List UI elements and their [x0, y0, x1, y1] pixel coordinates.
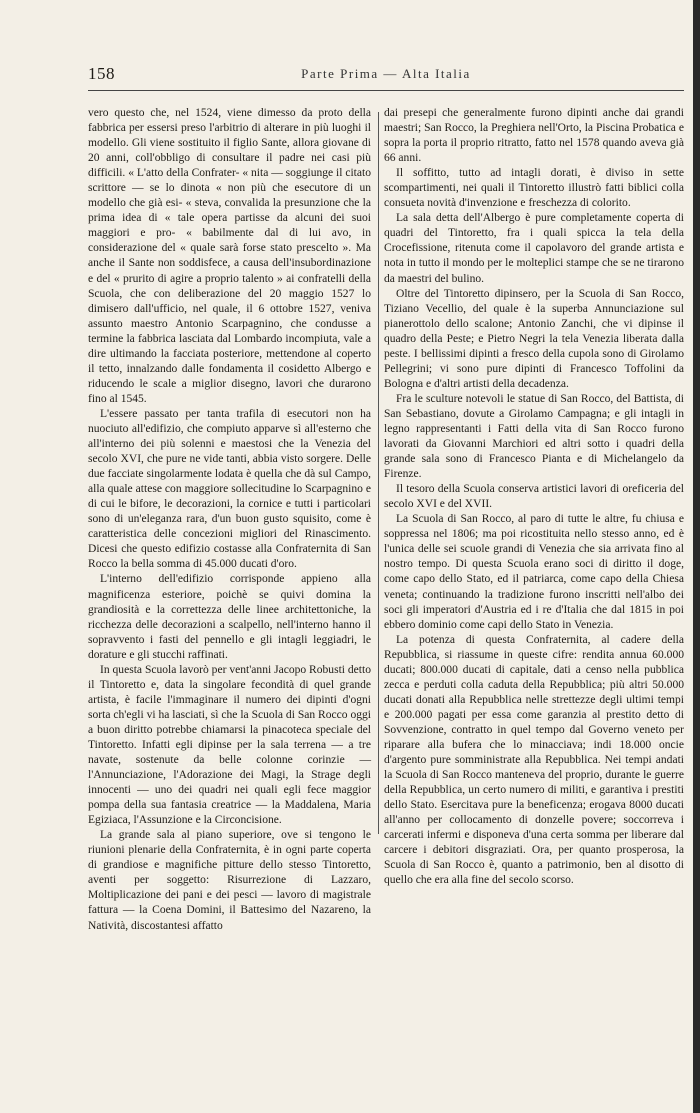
paragraph: Fra le sculture notevoli le statue di San Rocco, del Battista, di San Sebastiano, dovute a Girolamo Campagna; e gli intagli in legno rappresentanti i Fatti della vita di San Rocco furono lavorati da Giovanni Marchiori ed altri sotto i quadri della grande sala sono di Francesco Pianta e di Michelangelo da Firenze. — [384, 392, 684, 481]
paragraph: La potenza di questa Confraternita, al cadere della Repubblica, si riassume in queste cifre: rendita annua 60.000 ducati; 800.000 ducati di capitale, dati a censo nella pubblica zecca e perduti colla caduta della Repubblica; più altri 50.000 ducati donati alla Repubblica nelle strettezze degli ultimi tempi e 200.000 pagati per essa come garanzia al prestito detto di Sovvenzione, contratto in quel tempo dal Governo veneto per riparare alla bufera che lo minacciava; indi 18.000 oncie d'argento pure somministrate alla Repubblica. Nei tempi andati la Scuola di San Rocco manteneva del proprio, durante le guerre della Repubblica, un certo numero di militi, e garantiva i prestiti dello Stato. Esercitava pure la beneficenza; erogava 8000 ducati all'anno per collocamento di donzelle povere; soccorreva i carcerati infermi e disponeva d'una certa somma per liberare dal carcere i debitori disgraziati. Ora, per quanto prosperosa, la Scuola di San Rocco è, quanto a patrimonio, ben al disotto di quello che era alla fine del secolo scorso. — [384, 633, 684, 887]
scan-edge — [693, 0, 700, 1113]
paragraph: vero questo che, nel 1524, viene dimesso da proto della fabbrica per essersi preso l'arbitrio di alterare in più luoghi il modello. Gli viene sostituito il figlio Sante, allora giovane di 20 anni, coll'obbligo di consultare il padre nei casi più difficili. « L'atto della Confrater- « nita — soggiunge il citato scrittore — se lo dinota « non più che esecutore di un modello che già esi- « steva, convalida la presunzione che la prima idea di « tale opera partisse da alcuni dei suoi maggiori e pro- « babilmente dal di lui avo, in considerazione del « quale sarà forse stato prescelto ». Ma anche il Sante non soddisfece, a causa dell'insubordinazione e del « prurito di agire a proprio talento » ai confratelli della Scuola, che con deliberazione del 20 maggio 1527 lo dimisero dall'ufficio, nel quale, il 6 ottobre 1527, veniva assunto maestro Antonio Scarpagnino, che condusse a termine la fabbrica lasciata dal Lombardo incompiuta, vale a dire ultimando la facciata posteriore, mettendone al coperto il tetto, innalzando dalle fondamenta il cosidetto Albergo e riducendo le scale a miglior disegno, lavori che durarono fino al 1545. — [88, 107, 371, 405]
left-column — [88, 106, 371, 934]
running-head: Parte Prima — Alta Italia — [301, 66, 471, 81]
page-number: 158 — [88, 64, 115, 83]
paragraph: dai presepi che generalmente furono dipinti anche dai grandi maestri; San Rocco, la Preghiera nell'Orto, la Piscina Probatica e sopra la porta il proprio ritratto, fatto nel 1578 quando aveva già 66 anni. — [384, 107, 684, 165]
paragraph: Oltre del Tintoretto dipinsero, per la Scuola di San Rocco, Tiziano Vecellio, del quale è la superba Annunciazione sul pianerottolo dello scalone; Antonio Zanchi, che vi dipinse il quadro della Peste; e Pietro Negri la tela Venezia liberata dalla peste. I bellissimi dipinti a fresco della cupola sono di Girolamo Pellegrini; vi sono pure dipinti di Francesco Toffolini da Bologna e d'altri artisti della decadenza. — [384, 287, 684, 390]
paragraph: Il tesoro della Scuola conserva artistici lavori di oreficeria del secolo XVI e del XVII. — [384, 483, 684, 511]
column-divider — [378, 112, 379, 834]
paragraph: In questa Scuola lavorò per vent'anni Jacopo Robusti detto il Tintoretto e, data la singolare fecondità di quel grande artista, è facile l'immaginare il numero dei dipinti d'ogni sorta ch'egli vi ha lasciati, sì che la Scuola di San Rocco oggi a buon diritto potrebbe chiamarsi la pinacoteca speciale del Tintoretto. Infatti egli dipinse per la sala terrena — a tre navate, sostenute da belle colonne corinzie — l'Annunciazione, l'Adorazione dei Magi, la Strage degli innocenti — uno dei quadri nei quali egli fece maggior pompa della sua fantasia creatrice — la Maddalena, Maria Egiziaca, l'Assunzione e la Circoncisione. — [88, 663, 371, 827]
paragraph: La sala detta dell'Albergo è pure completamente coperta di quadri del Tintoretto, fra i quali spicca la tela della Crocefissione, ritenuta come il capolavoro del grande artista e nota in tutto il mondo per le molteplici stampe che se ne tirarono da maestri del bulino. — [384, 212, 684, 285]
paragraph: L'essere passato per tanta trafila di esecutori non ha nuociuto all'edifizio, che compiuto apparve sì all'esterno che all'interno dei più solenni e maestosi che la Venezia del secolo XVI, che pure ne vide tanti, abbia visto sorgere. Delle due facciate singolarmente lodata è quella che dà sul Campo, alla quale attese con maggiore sollecitudine lo Scarpagnino e di cui le bifore, le decorazioni, la cornice e tutti i particolari sono di un'eleganza rara, d'un buon gusto squisito, come è caratteristica delle concezioni migliori del Rinascimento. Dicesi che questo edifizio costasse alla Confraternita di San Rocco la bella somma di 45.000 ducati d'oro. — [88, 407, 371, 571]
text-columns — [88, 106, 684, 1066]
page-header — [88, 62, 684, 91]
paragraph: Il soffitto, tutto ad intagli dorati, è diviso in sette scompartimenti, nei quali il Tintoretto illustrò fatti biblici colla consueta novità d'invenzione e freschezza di colorito. — [384, 167, 684, 210]
paragraph: La grande sala al piano superiore, ove si tengono le riunioni plenarie della Confraternita, è in ogni parte coperta di grandiose e magnifiche pitture dello stesso Tintoretto, aventi per soggetto: Risurrezione di Lazzaro, Moltiplicazione dei pani e dei pesci — lavoro di magistrale fattura — la Coena Domini, il Battesimo del Nazareno, la Natività, discostantesi affatto — [88, 829, 371, 932]
paragraph: L'interno dell'edifizio corrisponde appieno alla magnificenza esteriore, poichè se quivi domina la grandiosità e la correttezza delle linee architettoniche, la ricchezza delle decorazioni a scalpello, nell'interno hanno il sopravvento i fasti del pennello e gli intagli leggiadri, le dorature e gli stucchi raffinati. — [88, 573, 371, 661]
right-column — [384, 106, 684, 888]
paragraph: La Scuola di San Rocco, al paro di tutte le altre, fu chiusa e soppressa nel 1806; ma poi ricostituita nello stesso anno, ed è l'unica delle sei scuole grandi di Venezia che sia arrivata fino al nostro tempo. Di questa Scuola erano soci di diritto il doge, come capo dello Stato, ed il patriarca, come capo della Chiesa veneta; continuando la tradizione furono inscritti nell'albo dei soci gli imperatori d'Austria ed i re d'Italia che dal 1815 in poi ebbero dominio come capi dello Stato in Venezia. — [384, 513, 684, 631]
